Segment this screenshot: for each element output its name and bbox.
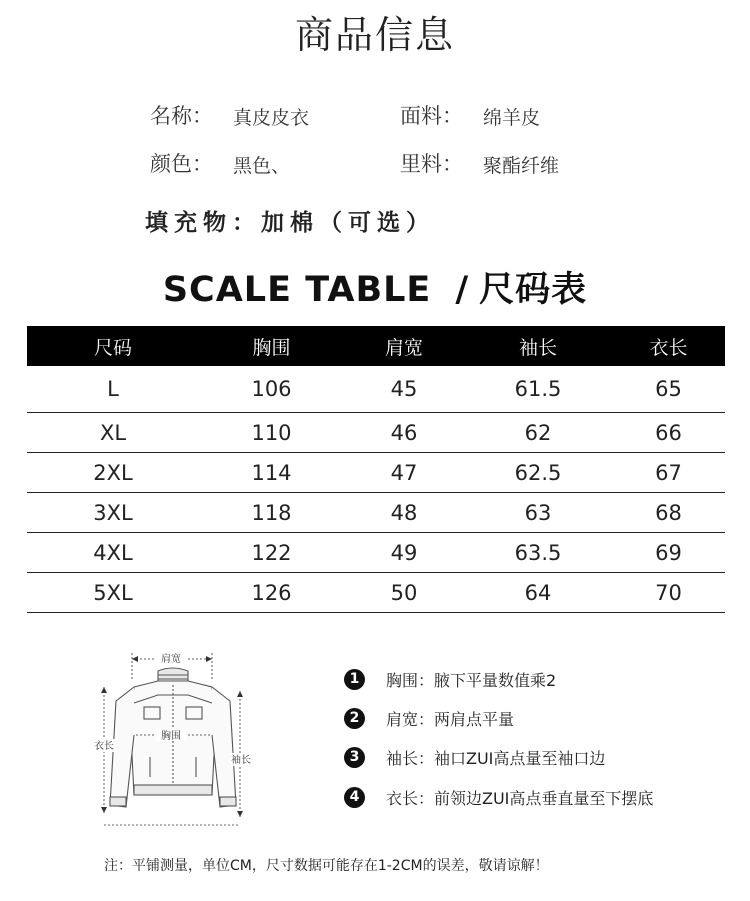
color-value: 黑色、 [233, 155, 291, 177]
arrow-head-icon [237, 691, 243, 697]
cell-shoulder: 46 [390, 420, 418, 445]
cell-size: XL [99, 420, 127, 445]
table-row [27, 453, 725, 493]
arrow-head-icon [101, 807, 107, 813]
shoulder-label: 肩宽 [161, 654, 181, 665]
color-label: 颜色： [150, 152, 213, 176]
arrow-head-icon [132, 656, 138, 662]
cell-length: 66 [655, 420, 682, 445]
scale-table-title [0, 262, 750, 312]
table-row [27, 493, 725, 533]
cell-chest: 114 [251, 460, 292, 485]
cell-sleeve: 62 [524, 420, 552, 445]
cell-shoulder: 45 [390, 377, 418, 401]
table-header-row [27, 326, 725, 366]
cell-size: 5XL [93, 580, 133, 605]
cell-length: 67 [655, 460, 682, 485]
legend-item [344, 666, 556, 692]
scale-title-separator: / [455, 270, 470, 310]
arrow-head-icon [206, 656, 212, 662]
cell-sleeve: 63.5 [514, 540, 562, 565]
cell-size: L [107, 377, 119, 401]
page-title: 商品信息 [294, 13, 455, 57]
legend-text: 胸围：腋下平量数值乘2 [386, 670, 557, 690]
cell-shoulder: 48 [390, 500, 418, 525]
sleeve-label: 袖长 [231, 755, 251, 766]
table-row [27, 533, 725, 573]
chest-label: 胸围 [161, 731, 181, 742]
cell-length: 65 [655, 377, 682, 401]
number-2-icon: 2 [344, 708, 365, 729]
cell-sleeve: 61.5 [514, 377, 562, 401]
table-row [27, 366, 725, 413]
header-size: 尺码 [93, 336, 132, 359]
name-label: 名称： [150, 104, 213, 128]
cell-chest: 122 [251, 540, 292, 565]
cell-length: 69 [655, 540, 682, 565]
jacket-measurement-diagram [94, 645, 264, 835]
cell-chest: 110 [251, 420, 292, 445]
scale-title-zh: 尺码表 [479, 270, 588, 310]
measurement-note: 注：平铺测量，单位CM，尺寸数据可能存在1-2CM的误差，敬请谅解！ [104, 858, 549, 874]
cell-chest: 118 [251, 500, 292, 525]
cell-sleeve: 62.5 [514, 460, 562, 485]
size-table [27, 326, 725, 613]
table-row [27, 573, 725, 613]
number-4-icon: 4 [344, 787, 365, 808]
cell-shoulder: 50 [390, 580, 418, 605]
cell-chest: 106 [251, 377, 292, 401]
scale-title-en: SCALE TABLE [162, 270, 432, 310]
length-label: 衣长 [94, 741, 114, 752]
legend-item [344, 705, 514, 731]
cell-sleeve: 64 [524, 580, 552, 605]
header-shoulder: 肩宽 [384, 336, 423, 359]
lining-value: 聚酯纤维 [483, 155, 560, 177]
cell-sleeve: 63 [524, 500, 552, 525]
table-row [27, 413, 725, 453]
filling-info: 填充物：加棉（可选） [145, 210, 435, 236]
cell-shoulder: 49 [390, 540, 418, 565]
header-length: 衣长 [649, 336, 688, 359]
legend-text: 肩宽：两肩点平量 [386, 709, 515, 729]
header-chest: 胸围 [252, 336, 291, 359]
header-sleeve: 袖长 [518, 336, 557, 359]
number-1-icon: 1 [344, 669, 365, 690]
number-3-icon: 3 [344, 747, 365, 768]
fabric-value: 绵羊皮 [483, 107, 541, 129]
fabric-label: 面料： [400, 104, 463, 128]
cell-length: 70 [655, 580, 682, 605]
cell-chest: 126 [251, 580, 292, 605]
legend-text: 衣长：前领边ZUI高点垂直量至下摆底 [386, 788, 654, 808]
legend-item [344, 744, 605, 770]
arrow-head-icon [237, 811, 243, 817]
arrow-head-icon [101, 687, 107, 693]
cell-shoulder: 47 [390, 460, 418, 485]
cell-size: 3XL [93, 500, 133, 525]
table-body [27, 366, 725, 613]
legend-item [344, 784, 653, 810]
name-value: 真皮皮衣 [233, 107, 310, 129]
cell-size: 2XL [93, 460, 133, 485]
legend-text: 袖长：袖口ZUI高点量至袖口边 [386, 748, 606, 768]
cell-length: 68 [655, 500, 682, 525]
lining-label: 里料： [400, 152, 463, 176]
cell-size: 4XL [93, 540, 133, 565]
